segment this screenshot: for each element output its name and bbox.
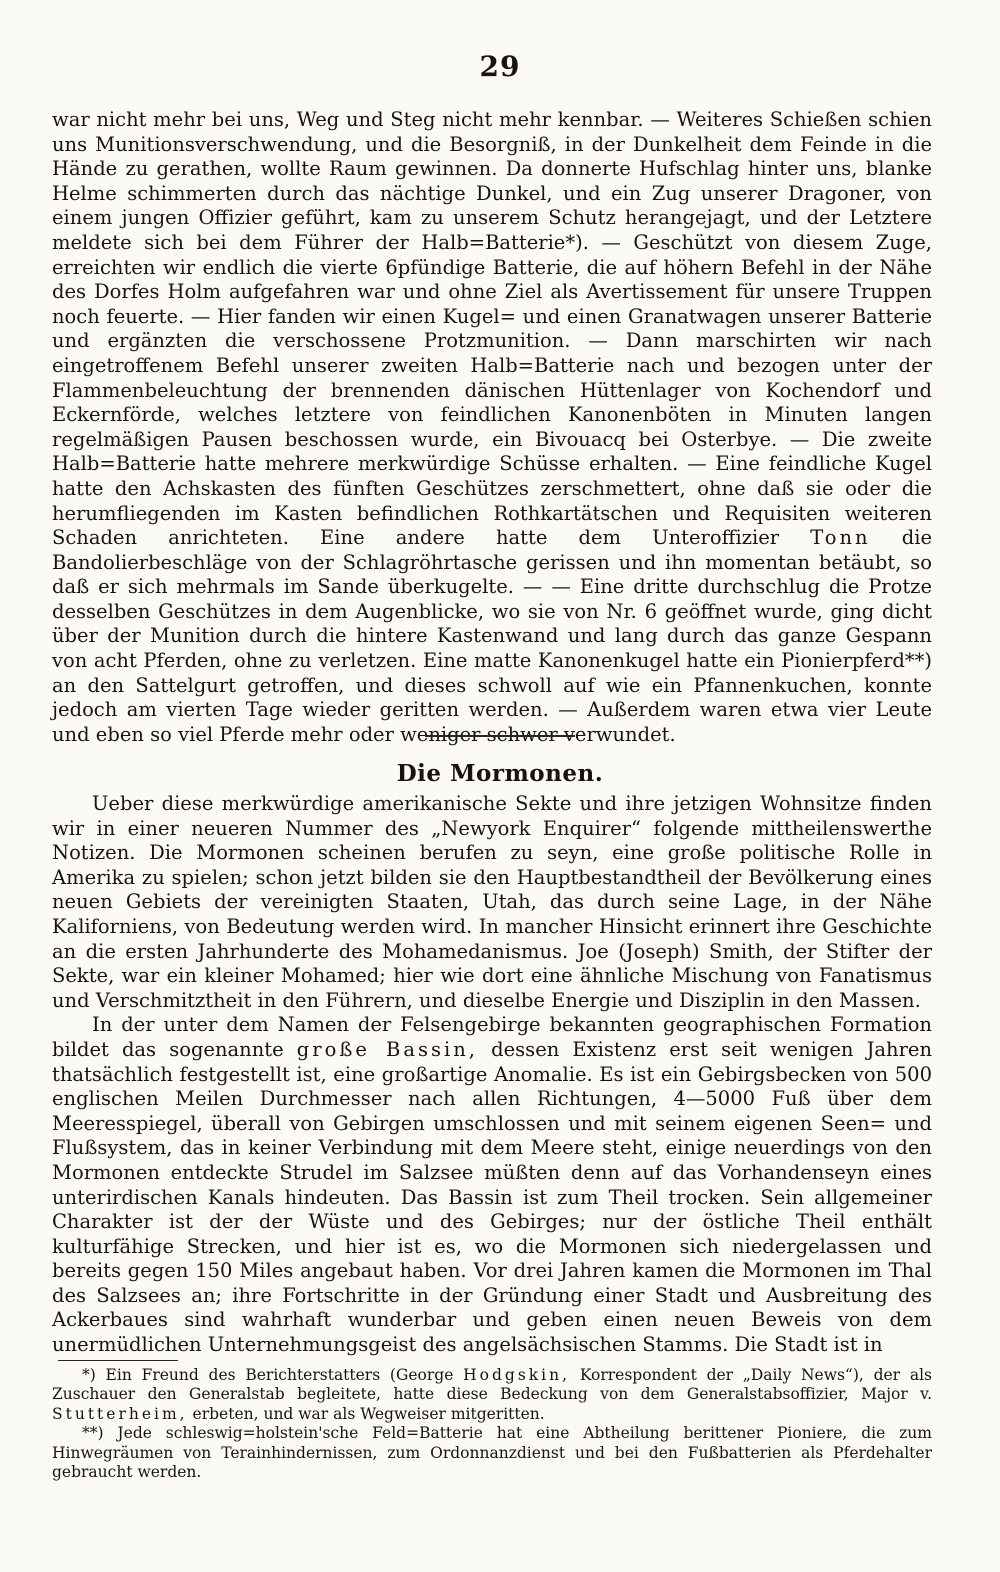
article-mormons <box>52 792 932 1358</box>
footnote-text: *) Ein Freund des Berichterstatters (George <box>82 1366 454 1384</box>
spaced-name-tonn: Tonn <box>810 526 871 550</box>
section-title: Die Mormonen. <box>396 760 604 787</box>
footnote-2: **) Jede schleswig=holstein'sche Feld=Batterie hat eine Abtheilung berittener Pioniere, die zum Hinwegräumen von Terainhindernissen, zum Ordonnanzdienst und bei den Fußbatterien als Pferdehalter gebraucht werden. <box>52 1424 932 1482</box>
paragraph-battle-report <box>52 108 932 747</box>
article-continuation <box>52 108 932 747</box>
spaced-name-hodgskin: Hodgskin, <box>463 1366 571 1384</box>
paragraph-text-continued: die Bandolierbeschläge von der Schlagröhrtasche gerissen und ihn momentan betäubt, so daß er sich mehrmals im Sande überkugelte. — — Eine dritte durchschlug die Protze desselben Geschützes in dem Augenblicke, wo sie von Nr. 6 geöffnet wurde, ging dicht über der Munition durch die hintere Kastenwand und lang durch das ganze Gespann von acht Pferden, ohne zu verletzen. Eine matte Kanonenkugel hatte ein Pionierpferd**) an den Sattelgurt getroffen, und dieses schwoll auf wie ein Pfannenkuchen, konnte jedoch am vierten Tage wieder geritten werden. — Außerdem waren etwa vier Leute und eben so viel Pferde mehr oder weniger schwer verwundet. <box>52 526 933 746</box>
footnote-rule <box>58 1360 178 1361</box>
spaced-name-stutterheim: Stutterheim, <box>52 1404 188 1423</box>
footnotes <box>52 1366 932 1482</box>
section-separator <box>425 735 575 737</box>
footnote-1 <box>52 1366 932 1424</box>
paragraph-text: In der unter dem Namen der Felsengebirge bekannten geographischen Formation bildet das sogenannte <box>52 1013 932 1061</box>
spaced-term-basin: große Bassin, <box>296 1037 479 1061</box>
paragraph-basin <box>52 1013 932 1357</box>
page-number: 29 <box>479 50 521 83</box>
footnote-text-end: erbeten, und war als Wegweiser mitgeritten. <box>192 1404 545 1423</box>
paragraph-intro: Ueber diese merkwürdige amerikanische Sekte und ihre jetzigen Wohnsitze finden wir in einer neueren Nummer des „Newyork Enquirer“ folgende mittheilenswerthe Notizen. Die Mormonen scheinen berufen zu seyn, eine große politische Rolle in Amerika zu spielen; schon jetzt bilden sie den Hauptbestandtheil der Bevölkerung eines neuen Gebiets der vereinigten Staaten, Utah, das durch seine Lage, in der Nähe Kaliforniens, von Bedeutung werden wird. In mancher Hinsicht erinnert ihre Geschichte an die ersten Jahrhunderte des Mohamedanismus. Joe (Joseph) Smith, der Stifter der Sekte, war ein kleiner Mohamed; hier wie dort eine ähnliche Mischung von Fanatismus und Verschmitztheit in den Führern, und dieselbe Energie und Disziplin in den Massen. <box>52 792 932 1012</box>
footnote-text-continued: Korrespondent der „Daily News“), der als Zuschauer den Generalstab begleitete, hatte diese Bedeckung von dem Generalstabsoffizier, Major v. <box>52 1366 932 1404</box>
paragraph-text-continued: dessen Existenz erst seit wenigen Jahren thatsächlich festgestellt ist, eine großartige Anomalie. Es ist ein Gebirgsbecken von 500 englischen Meilen Durchmesser nach allen Richtungen, 4—5000 Fuß über dem Meeresspiegel, überall von Gebirgen umschlossen und mit seinem eigenen Seen= und Flußsystem, das in keiner Verbindung mit dem Meere steht, einige neuerdings von den Mormonen entdeckte Strudel im Salzsee müßten denn auf das Vorhandenseyn eines unterirdischen Kanals hindeuten. Das Bassin ist zum Theil trocken. Sein allgemeiner Charakter ist der der Wüste und des Gebirges; nur der östliche Theil enthält kulturfähige Strecken, und hier ist es, wo die Mormonen sich niedergelassen und bereits gegen 150 Miles angebaut haben. Vor drei Jahren kamen die Mormonen im Thal des Salzsees an; ihre Fortschritte in der Gründung einer Stadt und Ausbreitung des Ackerbaues sind wahrhaft wunderbar und geben einen neuen Beweis von dem unermüdlichen Unternehmungsgeist des angelsächsischen Stamms. Die Stadt ist in <box>52 1037 933 1357</box>
paragraph-text: war nicht mehr bei uns, Weg und Steg nicht mehr kennbar. — Weiteres Schießen schien uns Munitionsverschwendung, und die Besorgniß, in der Dunkelheit dem Feinde in die Hände zu gerathen, wollte Raum gewinnen. Da donnerte Hufschlag hinter uns, blanke Helme schimmerten durch das nächtige Dunkel, und ein Zug unserer Dragoner, von einem jungen Offizier geführt, kam zu unserem Schutz herangejagt, und der Letztere meldete sich bei dem Führer der Halb=Batterie*). — Geschützt von diesem Zuge, erreichten wir endlich die vierte 6pfündige Batterie, die auf höhern Befehl in der Nähe des Dorfes Holm aufgefahren war und ohne Ziel als Avertissement für unsere Truppen noch feuerte. — Hier fanden wir einen Kugel= und einen Granatwagen unserer Batterie und ergänzten die verschossene Protzmunition. — Dann marschirten wir nach eingetroffenem Befehl unserer zweiten Halb=Batterie nach und bezogen unter der Flammenbeleuchtung der brennenden dänischen Hüttenlager von Kochendorf und Eckernförde, welches letztere von feindlichen Kanonenböten in Minuten langen regelmäßigen Pausen beschossen wurde, ein Bivouacq bei Osterbye. — Die zweite Halb=Batterie hatte mehrere merkwürdige Schüsse erhalten. — Eine feindliche Kugel hatte den Achskasten des fünften Geschützes zerschmettert, ohne daß sie oder die herumfliegenden im Kasten befindlichen Rothkartätschen und Requisiten weiteren Schaden anrichteten. Eine andere hatte dem Unteroffizier <box>52 108 932 550</box>
